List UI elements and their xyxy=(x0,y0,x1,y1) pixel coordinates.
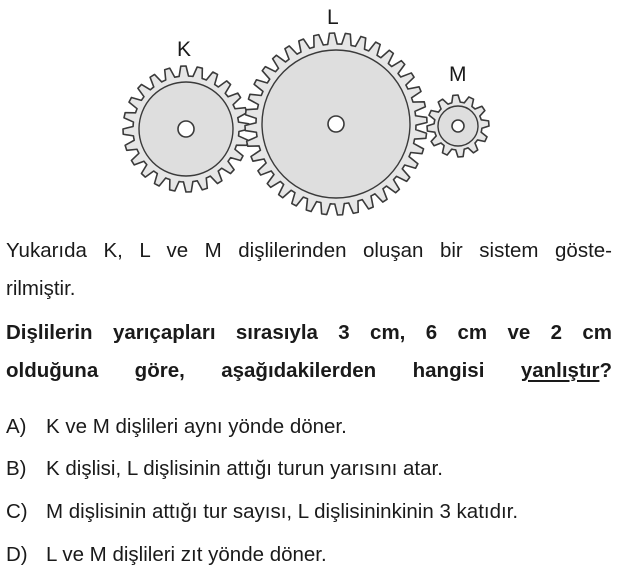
option-b-key: B) xyxy=(6,457,27,480)
gear-k-label: K xyxy=(177,38,192,61)
gear-l-label: L xyxy=(327,6,339,29)
intro-line-1: Yukarıda K, L ve M dişlilerinden oluşan bir sistem göste- xyxy=(6,239,612,262)
option-d[interactable] xyxy=(6,541,327,569)
gear-m-axle xyxy=(452,120,464,132)
option-d-text: L ve M dişlileri zıt yönde döner. xyxy=(46,543,327,566)
option-c-key: C) xyxy=(6,500,28,523)
stem-line-2-text: olduğuna göre, aşağıdakilerden hangisi xyxy=(6,359,521,382)
option-a-text: K ve M dişlileri aynı yönde döner. xyxy=(46,415,347,438)
gear-m xyxy=(427,95,489,157)
intro-line-2: rilmiştir. xyxy=(6,277,76,300)
gear-l xyxy=(245,33,427,215)
stem-line-2 xyxy=(6,352,612,390)
gear-k-axle xyxy=(178,121,194,137)
option-c[interactable] xyxy=(6,498,518,526)
question-stem xyxy=(6,314,612,390)
option-b-text: K dişlisi, L dişlisinin attığı turun yarısını atar. xyxy=(46,457,443,480)
option-d-key: D) xyxy=(6,543,28,566)
gear-l-axle xyxy=(328,116,344,132)
stem-question-mark: ? xyxy=(599,359,612,382)
option-b[interactable] xyxy=(6,455,443,483)
gear-m-label: M xyxy=(449,63,467,86)
intro-text xyxy=(6,232,612,308)
gear-diagram xyxy=(0,0,626,225)
option-a-key: A) xyxy=(6,415,27,438)
stem-underlined-word: yanlıştır xyxy=(520,359,600,382)
gear-k xyxy=(123,66,249,192)
option-c-text: M dişlisinin attığı tur sayısı, L dişlisininkinin 3 katıdır. xyxy=(46,500,519,523)
stem-line-1: Dişlilerin yarıçapları sırasıyla 3 cm, 6 cm ve 2 cm xyxy=(6,321,612,344)
option-a[interactable] xyxy=(6,413,347,441)
